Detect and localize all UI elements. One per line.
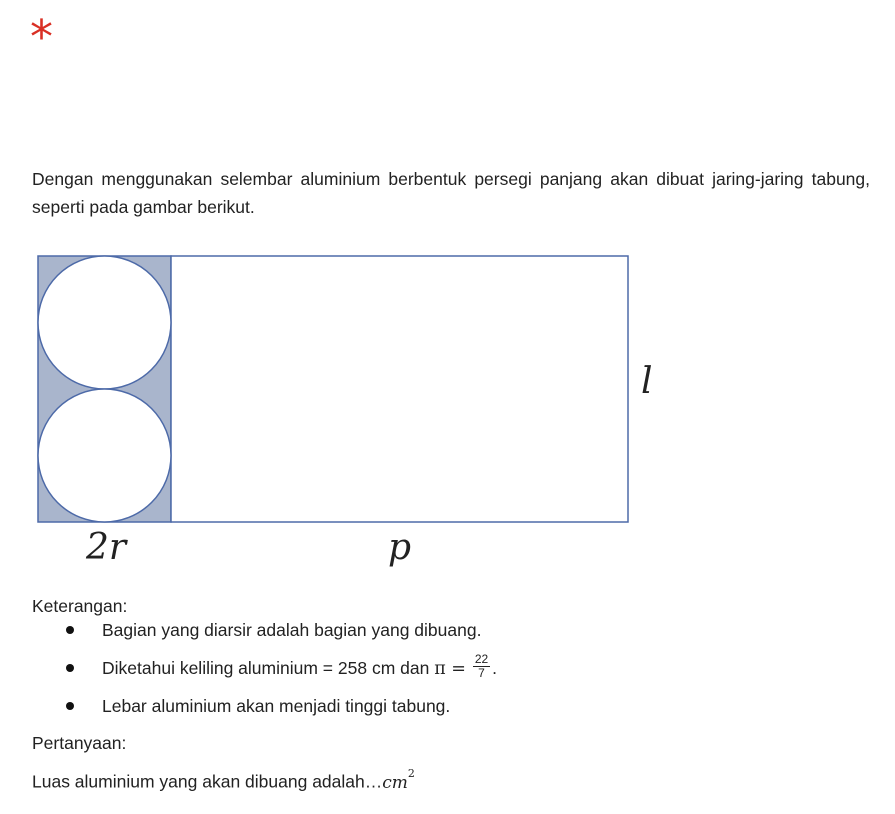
blanket-rectangle bbox=[171, 256, 628, 522]
bullet-icon bbox=[66, 626, 74, 634]
unit-exponent: 2 bbox=[407, 767, 415, 780]
list-item bbox=[60, 694, 497, 732]
notes-heading: Keterangan: bbox=[32, 596, 128, 616]
list-item bbox=[60, 618, 497, 656]
notes-list bbox=[60, 618, 497, 732]
length-label: p bbox=[388, 527, 412, 568]
pi-symbol: π = bbox=[434, 659, 466, 680]
question-text: Luas aluminium yang akan dibuang adalah… bbox=[32, 771, 383, 792]
top-circle bbox=[38, 256, 171, 389]
fraction-denominator: 7 bbox=[478, 666, 485, 680]
intro-text: Dengan menggunakan selembar aluminium berbentuk persegi panjang akan dibuat jaring-jaring tabung, seperti pada gambar berikut. bbox=[32, 169, 870, 217]
unit-base: cm bbox=[382, 772, 408, 793]
question-heading: Pertanyaan: bbox=[32, 733, 127, 753]
pi-fraction bbox=[473, 653, 490, 680]
question-unit bbox=[382, 767, 415, 793]
note-perimeter-value: = 258 bbox=[322, 658, 368, 679]
note-shaded: Bagian yang diarsir adalah bagian yang dibuang. bbox=[102, 620, 482, 640]
note-perimeter-end: . bbox=[492, 658, 498, 679]
note-height: Lebar aluminium akan menjadi tinggi tabung. bbox=[102, 696, 451, 716]
bullet-icon bbox=[66, 702, 74, 710]
note-perimeter-unit: cm dan bbox=[367, 658, 435, 679]
fraction-numerator: 22 bbox=[474, 652, 489, 666]
width-label: l bbox=[641, 361, 653, 402]
note-perimeter-prefix: Diketahui keliling aluminium bbox=[102, 658, 323, 679]
bottom-circle bbox=[38, 389, 171, 522]
diameter-label: 2r bbox=[86, 527, 127, 568]
bullet-icon bbox=[66, 664, 74, 672]
list-item bbox=[60, 652, 498, 694]
required-marker: * bbox=[30, 10, 53, 64]
question-text-row bbox=[32, 766, 415, 795]
